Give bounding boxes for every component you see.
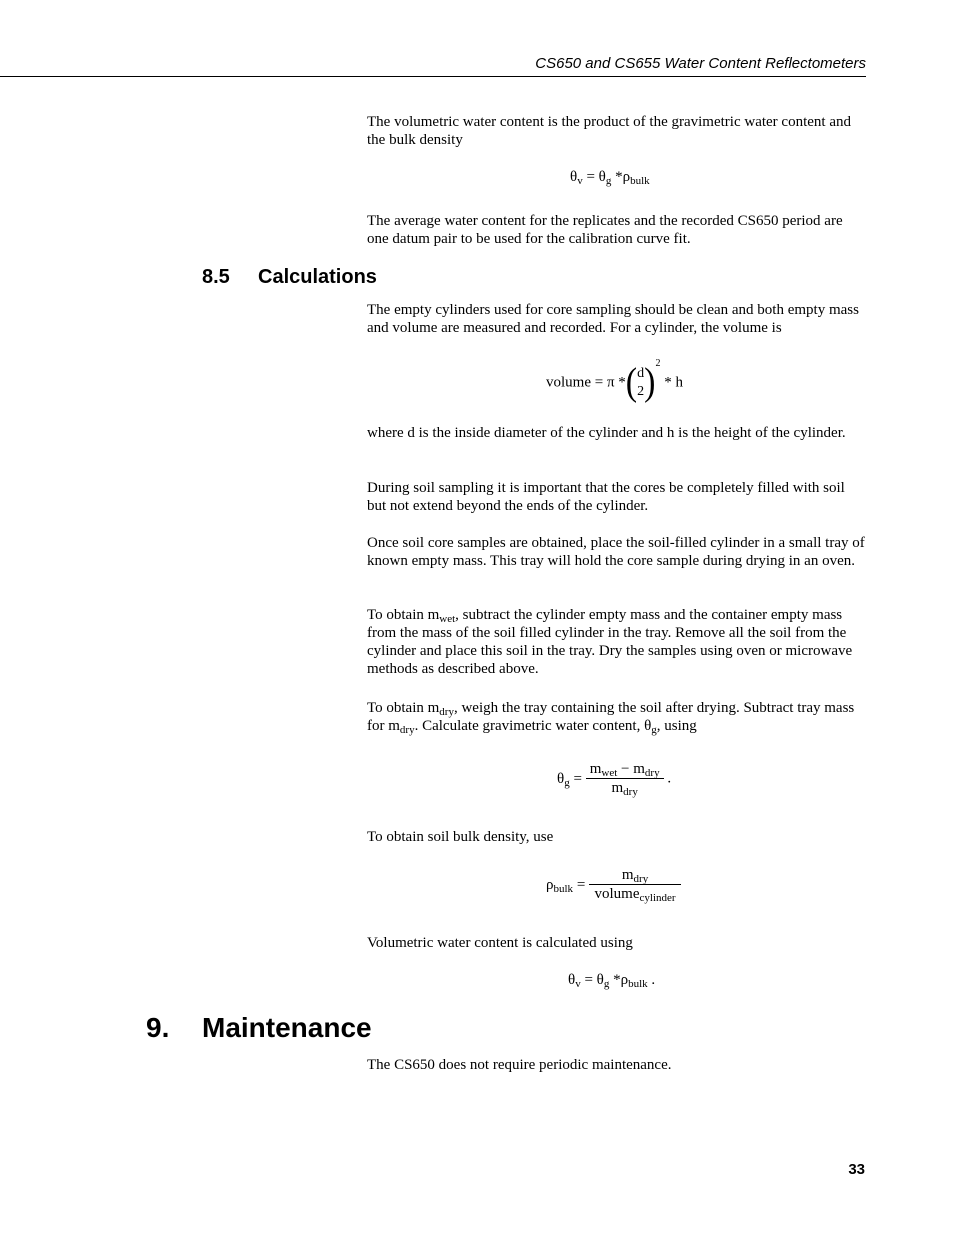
rho-symbol: ρ	[622, 169, 631, 185]
equation-lhs: volume = π *	[546, 374, 626, 391]
exponent: 2	[655, 358, 661, 369]
paragraph-text: During soil sampling it is important that the cores be completely filled with soil but not extend beyond the ends of the cylinder.	[367, 480, 845, 514]
multiply-sign: *	[613, 972, 621, 988]
paragraph-text	[367, 699, 867, 735]
equation-cylinder-volume	[546, 355, 683, 404]
symbol: volume	[594, 886, 640, 902]
maintenance-paragraph	[367, 1056, 867, 1074]
subscript: wet	[601, 767, 618, 779]
theta-symbol: θ	[570, 169, 578, 185]
numerator	[589, 866, 681, 885]
symbol: m	[589, 761, 602, 777]
fraction-density	[589, 866, 681, 903]
period: .	[667, 770, 672, 787]
subscript: dry	[644, 767, 660, 779]
symbol: m	[633, 761, 645, 777]
section-heading-8-5	[202, 266, 377, 289]
calc-paragraph-5	[367, 606, 867, 678]
calc-paragraph-8	[367, 934, 867, 952]
fraction-d-over-2	[637, 365, 644, 401]
symbol: m	[621, 867, 634, 883]
subscript: g	[651, 724, 657, 736]
paragraph-text	[367, 606, 867, 678]
subscript: bulk	[628, 978, 648, 990]
text-run: To obtain m	[367, 700, 440, 716]
paragraph-text: To obtain soil bulk density, use	[367, 829, 554, 845]
multiply-sign: *	[615, 169, 623, 185]
subscript: g	[605, 175, 612, 187]
paragraph-text: Volumetric water content is calculated using	[367, 935, 633, 951]
section-number: 9.	[146, 1012, 170, 1043]
paragraph-text: The average water content for the replicates and the recorded CS650 period are one datum pair to be used for the calibration curve fit.	[367, 213, 843, 247]
equals-sign: =	[573, 770, 582, 787]
period: .	[651, 972, 656, 988]
numerator: d	[637, 365, 645, 381]
denominator	[589, 885, 681, 903]
subscript: bulk	[553, 882, 574, 895]
calc-paragraph-6	[367, 699, 867, 735]
subscript: v	[575, 978, 581, 990]
equation-rhs: * h	[664, 374, 683, 391]
section-title: Calculations	[258, 266, 377, 288]
section-heading-9	[146, 1012, 372, 1044]
equals-sign: =	[584, 972, 593, 988]
rho-symbol: ρ	[620, 972, 629, 988]
right-paren: )	[644, 360, 656, 404]
subscript: dry	[399, 724, 415, 736]
symbol: m	[611, 780, 624, 796]
theta-symbol: θ	[596, 972, 604, 988]
text-run: , using	[656, 718, 697, 734]
paragraph-text: The empty cylinders used for core sampling should be clean and both empty mass and volume are measured and recorded. For a cylinder, the volume is	[367, 302, 859, 336]
intro-paragraph-1	[367, 113, 867, 149]
denominator	[586, 779, 664, 797]
calc-paragraph-4	[367, 534, 867, 570]
rho-symbol: ρ	[546, 876, 554, 893]
fraction-mass	[586, 760, 664, 797]
intro-paragraph-2	[367, 212, 867, 248]
section-title: Maintenance	[202, 1012, 372, 1043]
theta-symbol: θ	[598, 169, 606, 185]
paragraph-text: where d is the inside diameter of the cylinder and h is the height of the cylinder.	[367, 425, 846, 441]
paragraph-text: The CS650 does not require periodic maintenance.	[367, 1057, 672, 1073]
equation-volumetric-final	[568, 971, 655, 989]
subscript: dry	[623, 786, 638, 798]
text-run: To obtain m	[367, 607, 440, 623]
subscript: bulk	[630, 175, 650, 187]
equation-volumetric	[570, 168, 650, 186]
subscript: dry	[633, 873, 649, 885]
equation-gravimetric	[557, 760, 671, 797]
header-title: CS650 and CS655 Water Content Reflectometers	[535, 55, 866, 72]
calc-paragraph-1	[367, 301, 867, 337]
left-paren: (	[625, 360, 638, 404]
paragraph-text: Once soil core samples are obtained, place the soil-filled cylinder in a small tray of known empty mass. This tray will hold the core sample during drying in an oven.	[367, 535, 865, 569]
equals-sign: =	[586, 169, 595, 185]
numerator	[586, 760, 664, 779]
denominator: 2	[637, 383, 645, 399]
calc-paragraph-3	[367, 479, 867, 515]
equation-bulk-density	[546, 866, 681, 903]
page-header	[0, 55, 866, 77]
paragraph-text: The volumetric water content is the product of the gravimetric water content and the bulk density	[367, 114, 851, 148]
subscript: wet	[439, 613, 456, 625]
minus-sign: −	[621, 761, 630, 777]
calc-paragraph-7	[367, 828, 867, 846]
subscript: g	[603, 978, 610, 990]
subscript: dry	[439, 706, 454, 718]
theta-symbol: θ	[557, 770, 565, 787]
calc-paragraph-2	[367, 424, 867, 442]
subscript: v	[577, 175, 583, 187]
text-run: , subtract the cylinder empty mass and the container empty mass from the mass of the soil filled cylinder in the tray. Remove all the soil from the cylinder and place this soil in the tray. Dry the samples using oven or microwave methods as described above.	[367, 607, 853, 677]
text-run: , weigh the tray containing the soil after drying. Subtract tray mass for m	[367, 700, 855, 734]
text-run: . Calculate gravimetric water content, θ	[414, 718, 652, 734]
page-number: 33	[848, 1161, 865, 1178]
equals-sign: =	[576, 876, 586, 893]
section-number: 8.5	[202, 266, 230, 288]
subscript: cylinder	[639, 892, 676, 904]
theta-symbol: θ	[568, 972, 576, 988]
subscript: g	[564, 776, 570, 789]
